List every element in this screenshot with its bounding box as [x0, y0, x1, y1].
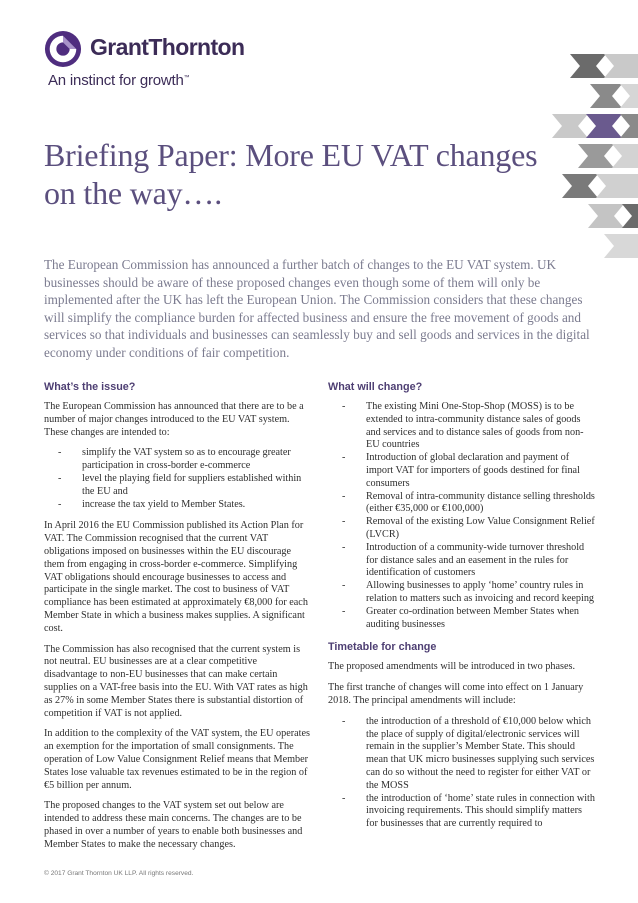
paragraph: In addition to the complexity of the VAT system, the EU operates an exemption for the importation of small consignments. The operation of Low Value Consignment Relief means that Member States lose valuable tax revenues estimated to be in the region of €5 billion per annum.	[44, 728, 310, 791]
list-item: - Introduction of global declaration and payment of import VAT for importers of goods destined for final consumers	[342, 452, 580, 489]
dash-bullet: -	[58, 447, 62, 459]
dash-bullet: -	[342, 401, 346, 412]
section-heading-timetable: Timetable for change	[328, 641, 437, 654]
issue-bullet-list	[44, 447, 311, 511]
list-item: - increase the tax yield to Member States.	[58, 498, 246, 510]
list-item: - the introduction of a threshold of €10,000 below which the place of supply of digital/electronic services will remain in the supplier’s Member State. This should mean that UK micro businesses supplying such services can do so without the need to register for either VAT or the MOSS	[342, 715, 595, 791]
dash-bullet: -	[58, 472, 62, 484]
right-column	[328, 380, 596, 840]
paragraph: The European Commission has announced that there are to be a number of major changes introduced to the EU VAT system. These changes are intended to:	[44, 401, 304, 438]
list-item: - The existing Mini One-Stop-Shop (MOSS) is to be extended to intra-community distance sales of goods and services and to distance sales of goods from non-EU countries	[342, 401, 584, 451]
list-item: - simplify the VAT system so as to encourage greater participation in cross-border e-commerce	[58, 447, 291, 472]
dash-bullet: -	[342, 605, 346, 617]
dash-bullet: -	[342, 452, 346, 464]
paragraph: The Commission has also recognised that the current system is not neutral. EU businesses are at a clear competitive disadvantage to non-EU businesses that can make certain supplies on a VAT-free basis into the EU. With VAT rates as high as 27% in some Member States there is substantial distortion of competition if VAT is not applied.	[44, 643, 308, 719]
list-item: - Introduction of a community-wide turnover threshold for distance sales and an easement in the rules for identification of customers	[342, 541, 585, 579]
dash-bullet: -	[342, 792, 346, 804]
section-heading-what-will-change: What will change?	[328, 381, 423, 393]
list-item: - Allowing businesses to apply ‘home’ country rules in relation to matters such as invoicing and record keeping	[342, 580, 595, 604]
intro-paragraph: The European Commission has announced a further batch of changes to the EU VAT system. UK businesses should be aware of these proposed changes even though some of them will only be implemented after the UK has left the European Union. The Commission considers that these changes will simplify the compliance burden for affected business and ensure the free movement of goods and services so that individuals and businesses can seamlessly buy and sell goods and services in the digital economy under conditions of fair competition.	[44, 257, 590, 360]
dash-bullet: -	[342, 715, 346, 727]
change-bullet-list	[328, 401, 596, 631]
section-heading-issue: What’s the issue?	[44, 381, 136, 393]
dash-bullet: -	[342, 541, 346, 553]
copyright-footer: © 2017 Grant Thornton UK LLP. All rights reserved.	[44, 870, 194, 877]
trademark-mark: ™	[183, 75, 190, 81]
list-item: - level the playing field for suppliers established within the EU and	[58, 472, 302, 497]
brand-tagline: An instinct for growth™	[48, 72, 190, 89]
list-item: - Greater co-ordination between Member States when auditing businesses	[342, 605, 580, 630]
dash-bullet: -	[342, 580, 346, 592]
timetable-bullet-list	[328, 716, 596, 831]
paragraph: The proposed amendments will be introduced in two phases.	[328, 661, 575, 673]
paragraph: The proposed changes to the VAT system set out below are intended to address these main concerns. The changes are to be phased in over a number of years to enable both businesses and Member States to make the necessary changes.	[44, 800, 303, 850]
document-title: Briefing Paper: More EU VAT changes on the way….	[44, 137, 538, 211]
dash-bullet: -	[342, 516, 346, 528]
list-item: - Removal of intra-community distance selling thresholds (either €35,000 or €100,000)	[342, 490, 595, 515]
list-item: - Removal of the existing Low Value Consignment Relief (LVCR)	[342, 516, 595, 540]
paragraph: The first tranche of changes will come into effect on 1 January 2018. The principal amendments will include:	[328, 682, 584, 706]
grant-thornton-logo-mark-icon	[44, 30, 82, 68]
paragraph: In April 2016 the EU Commission published its Action Plan for VAT. The Commission recognised that the current VAT obligations imposed on businesses within the EU discourage them from engaging in cross-border e-commerce. Simplifying VAT obligations should encourage businesses to access and participate in the single market. The cost to business of VAT compliance has been estimated at approximately €8,000 for each Member State in which a business makes supplies. A significant cost.	[44, 520, 308, 634]
dash-bullet: -	[58, 498, 62, 510]
dash-bullet: -	[342, 490, 346, 502]
grant-thornton-logo	[44, 30, 284, 100]
left-column	[44, 380, 311, 860]
list-item: - the introduction of ‘home’ state rules in connection with invoicing requirements. This should simplify matters for businesses that are currently required to	[342, 792, 595, 830]
brand-name: GrantThornton	[90, 34, 245, 60]
